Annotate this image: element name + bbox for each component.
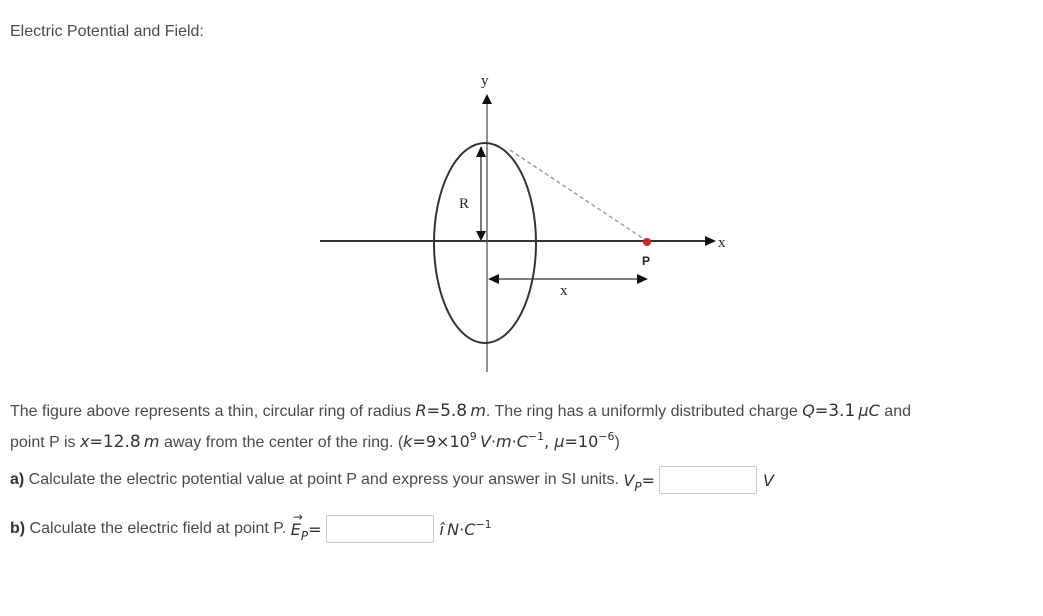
distance-arrowhead-left: [488, 274, 499, 284]
ring: [434, 143, 536, 343]
potential-answer-input[interactable]: [659, 466, 757, 494]
potential-symbol: $V_P=$: [623, 470, 655, 494]
part-b-label: b): [10, 520, 26, 537]
potential-unit: V: [763, 470, 774, 490]
distance-arrowhead-right: [637, 274, 648, 284]
field-symbol: → $E_P=$: [290, 509, 322, 543]
problem-text: . The ring has a uniformly distributed charge: [485, 403, 803, 420]
distance-expression: x=12.8 m: [79, 432, 160, 452]
point-p-label: P: [642, 254, 651, 268]
field-answer-input[interactable]: [326, 515, 434, 543]
problem-statement: [10, 396, 1035, 458]
vector-arrow: →: [292, 509, 303, 524]
problem-text: and: [879, 403, 911, 420]
part-b-row: [10, 509, 492, 543]
point-p-marker: [643, 238, 651, 246]
part-a-row: [10, 466, 774, 494]
problem-text: point P is: [10, 434, 80, 451]
radius-expression: R=5.8 m: [415, 401, 486, 421]
part-a-label: a): [10, 471, 25, 488]
problem-text: away from the center of the ring. (: [159, 434, 404, 451]
x-axis-label: x: [718, 235, 726, 251]
constants-expression: $k=9\times 10^9$ $V\cdot m\cdot C^{-1}$, $\mu=10^{-6}$: [403, 430, 615, 451]
problem-text: The figure above represents a thin, circular ring of radius: [10, 403, 416, 420]
y-axis-label: y: [481, 73, 489, 89]
charge-expression: Q=3.1 μC: [802, 401, 880, 421]
radius-arrowhead-top: [476, 146, 486, 157]
problem-text: ): [614, 434, 620, 451]
field-unit: î $N\cdot C^{-1}$: [439, 517, 492, 539]
part-a-text: Calculate the electric potential value at point P and express your answer in SI units.: [24, 471, 624, 488]
section-heading: Electric Potential and Field:: [10, 23, 204, 40]
y-axis-arrowhead: [482, 94, 492, 104]
distance-label: x: [560, 283, 568, 299]
x-axis-arrowhead: [705, 236, 716, 246]
part-b-text: Calculate the electric field at point P.: [25, 520, 291, 537]
radius-label: R: [459, 196, 470, 212]
radius-arrowhead-bottom: [476, 231, 486, 241]
